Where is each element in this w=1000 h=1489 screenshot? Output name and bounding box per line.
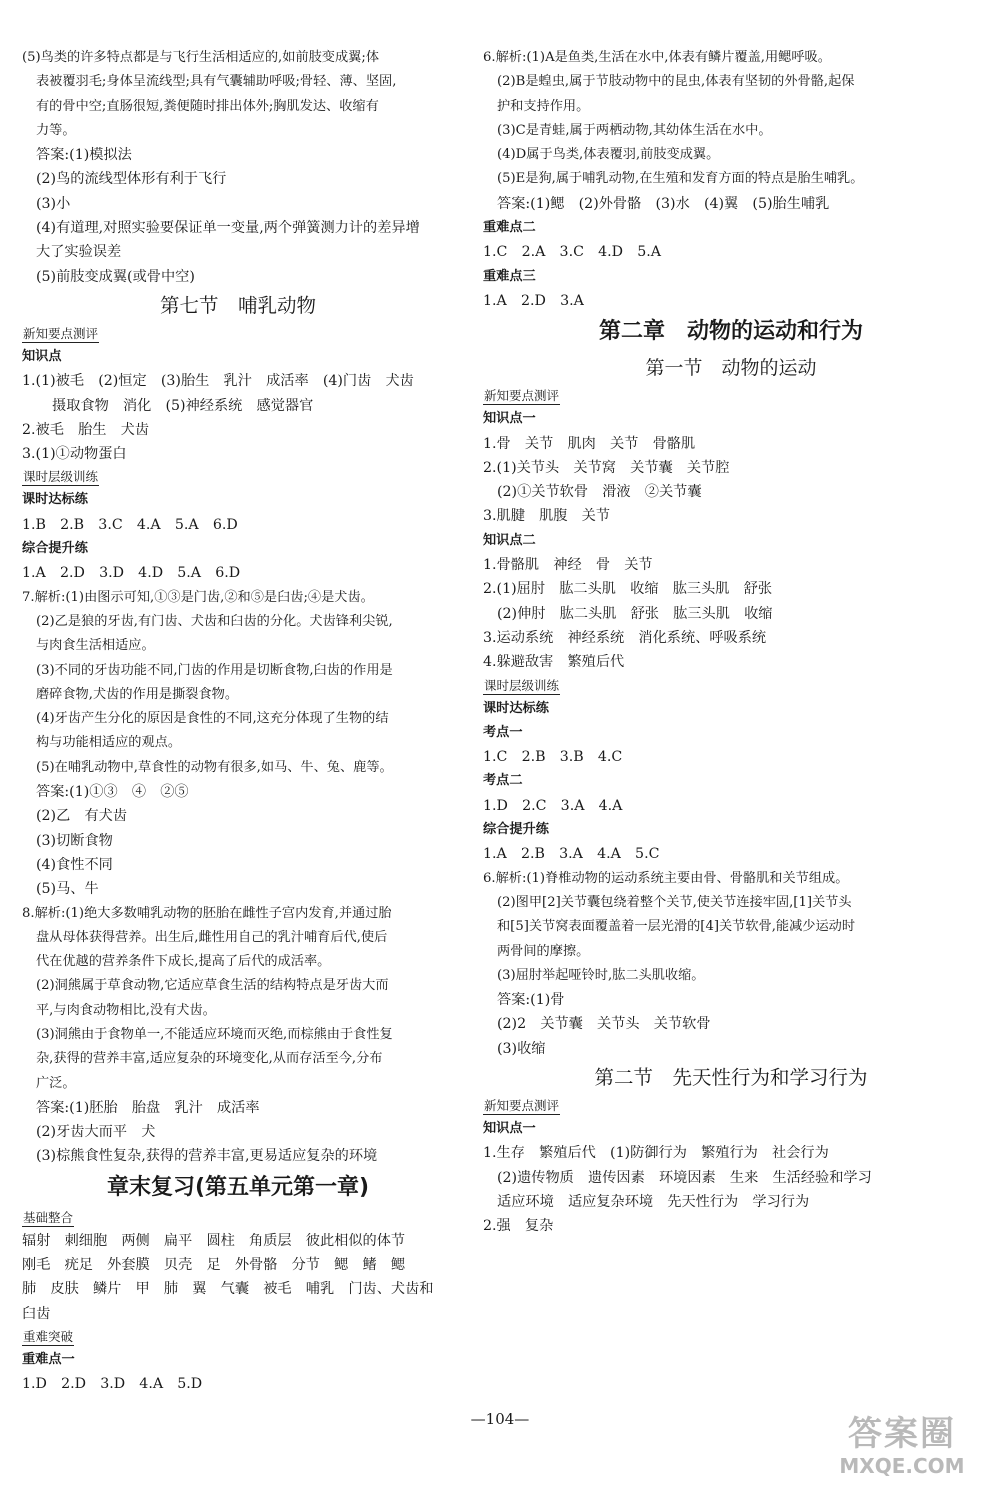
text-line: (5)马、牛 xyxy=(36,881,99,898)
section-heading: 第二章 动物的运动和行为 xyxy=(598,319,863,345)
text-line: (2)图甲[2]关节囊包绕着整个关节,使关节连接牢固,[1]关节头 xyxy=(497,894,852,910)
text-line: 刚毛 疣足 外套膜 贝壳 足 外骨骼 分节 鳃 鳍 鳃 xyxy=(22,1257,406,1274)
page-number: —104— xyxy=(470,1410,530,1428)
text-line: (4)有道理,对照实验要保证单一变量,两个弹簧测力计的差异增 xyxy=(36,220,420,237)
text-line: 构与功能相适应的观点。 xyxy=(36,735,182,751)
section-heading: 第二节 先天性行为和学习行为 xyxy=(594,1065,868,1089)
text-line: (5)在哺乳动物中,草食性的动物有很多,如马、牛、兔、鹿等。 xyxy=(36,759,393,775)
text-line: 答案:(1)胚胎 胎盘 乳汁 成活率 xyxy=(36,1099,260,1116)
text-line: 辐射 刺细胞 两侧 扁平 圆柱 角质层 彼此相似的体节 xyxy=(22,1232,406,1249)
watermark-logo xyxy=(822,1414,982,1480)
watermark-mark: 答案圈 xyxy=(848,1414,956,1454)
text-line: (5)前肢变成翼(或骨中空) xyxy=(36,268,195,285)
subsection-label: 知识点一 xyxy=(483,411,536,427)
text-line: 适应环境 适应复杂环境 先天性行为 学习行为 xyxy=(497,1193,810,1210)
text-line: (2)牙齿大而平 犬 xyxy=(36,1124,156,1141)
section-tag xyxy=(483,1095,979,1117)
subsection-label: 重难点三 xyxy=(483,268,536,284)
section-heading: 第一节 动物的运动 xyxy=(645,357,817,380)
text-line: 臼齿 xyxy=(22,1305,51,1322)
text-line: 和[5]关节窝表面覆盖着一层光滑的[4]关节软骨,能减少运动时 xyxy=(497,919,856,935)
text-line: 有的骨中空;直肠很短,粪便随时排出体外;胸肌发达、收缩有 xyxy=(36,98,379,114)
text-line: (4)牙齿产生分化的原因是食性的不同,这充分体现了生物的结 xyxy=(36,711,389,727)
text-line: (2)①关节软骨 滑液 ②关节囊 xyxy=(497,484,702,501)
text-line: 4.躲避敌害 繁殖后代 xyxy=(483,654,625,671)
text-line: 摄取食物 消化 (5)神经系统 感觉器官 xyxy=(52,397,314,414)
text-line: (4)食性不同 xyxy=(36,856,113,873)
right-column xyxy=(483,46,979,1238)
subsection-label: 课时达标练 xyxy=(22,492,88,508)
text-line: 1.B 2.B 3.C 4.A 5.A 6.D xyxy=(22,516,238,533)
text-line: (2)2 关节囊 关节头 关节软骨 xyxy=(497,1016,711,1033)
text-line: 答案:(1)①③ ④ ②⑤ xyxy=(36,784,189,801)
text-line: (5)E是狗,属于哺乳动物,在生殖和发育方面的特点是胎生哺乳。 xyxy=(497,171,864,187)
text-line: (2)乙 有犬齿 xyxy=(36,808,128,825)
text-line: 杂,获得的营养丰富,适应复杂的环境变化,从而存活至今,分布 xyxy=(36,1051,383,1067)
text-line: (2)伸肘 肱二头肌 舒张 肱三头肌 收缩 xyxy=(497,605,773,622)
text-line: 答案:(1)骨 xyxy=(497,992,565,1009)
subsection-label: 知识点一 xyxy=(483,1120,536,1136)
text-line: 与肉食生活相适应。 xyxy=(36,638,155,654)
left-column xyxy=(22,46,454,1397)
text-line: 1.A 2.B 3.A 4.A 5.C xyxy=(483,846,660,863)
text-line: (3)切断食物 xyxy=(36,832,113,849)
subsection-label: 考点一 xyxy=(483,724,523,740)
section-tag xyxy=(22,1207,454,1229)
text-line: (4)D属于鸟类,体表覆羽,前肢变成翼。 xyxy=(497,147,720,163)
section-tag-text: 新知要点测评 xyxy=(484,388,560,404)
text-line: 3.肌腱 肌腹 关节 xyxy=(483,508,611,525)
text-line: 肺 皮肤 鳞片 甲 肺 翼 气囊 被毛 哺乳 门齿、犬齿和 xyxy=(22,1281,434,1298)
text-line: 1.D 2.D 3.D 4.A 5.D xyxy=(22,1376,203,1393)
text-line: (2)B是蝗虫,属于节肢动物中的昆虫,体表有坚韧的外骨骼,起保 xyxy=(497,74,855,90)
text-line: 磨碎食物,犬齿的作用是撕裂食物。 xyxy=(36,686,239,702)
text-line: 1.骨骼肌 神经 骨 关节 xyxy=(483,557,653,574)
text-line: 6.解析:(1)脊椎动物的运动系统主要由骨、骨骼肌和关节组成。 xyxy=(483,870,849,886)
section-heading: 章末复习(第五单元第一章) xyxy=(106,1174,370,1200)
text-line: 力等。 xyxy=(36,122,76,138)
text-line: (5)鸟类的许多特点都是与飞行生活相适应的,如前肢变成翼;体 xyxy=(22,50,380,65)
section-tag-text: 课时层级训练 xyxy=(484,677,560,693)
text-line: 平,与肉食动物相比,没有犬齿。 xyxy=(36,1002,216,1018)
section-tag-text: 重难突破 xyxy=(23,1328,74,1344)
text-line: 2.(1)屈肘 肱二头肌 收缩 肱三头肌 舒张 xyxy=(483,581,773,598)
text-line: (3)C是青蛙,属于两栖动物,其幼体生活在水中。 xyxy=(497,122,772,138)
section-tag-text: 新知要点测评 xyxy=(484,1097,560,1113)
subsection-label: 重难点一 xyxy=(22,1351,75,1367)
text-line: 6.解析:(1)A是鱼类,生活在水中,体表有鳞片覆盖,用鳃呼吸。 xyxy=(483,50,831,65)
text-line: 大了实验误差 xyxy=(36,244,122,261)
watermark-url: MXQE.COM xyxy=(839,1454,965,1478)
text-line: (3)洞熊由于食物单一,不能适应环境而灭绝,而棕熊由于食性复 xyxy=(36,1026,393,1042)
text-line: 1.A 2.D 3.A xyxy=(483,292,584,309)
text-line: 2.被毛 胎生 犬齿 xyxy=(22,421,150,438)
section-tag xyxy=(22,1326,454,1348)
text-line: 3.(1)①动物蛋白 xyxy=(22,446,127,463)
text-line: (2)遗传物质 遗传因素 环境因素 生来 生活经验和学习 xyxy=(497,1169,872,1186)
text-line: 两骨间的摩擦。 xyxy=(497,943,590,959)
text-line: (3)小 xyxy=(36,195,71,212)
text-line: 1.A 2.D 3.D 4.D 5.A 6.D xyxy=(22,565,241,582)
text-line: 1.(1)被毛 (2)恒定 (3)胎生 乳汁 成活率 (4)门齿 犬齿 xyxy=(22,373,414,390)
text-line: (3)不同的牙齿功能不同,门齿的作用是切断食物,臼齿的作用是 xyxy=(36,662,393,678)
subsection-label: 综合提升练 xyxy=(22,541,88,557)
section-tag xyxy=(483,675,979,697)
section-heading: 第七节 哺乳动物 xyxy=(159,293,316,317)
subsection-label: 知识点 xyxy=(22,348,62,364)
text-line: 护和支持作用。 xyxy=(497,98,590,114)
text-line: (3)棕熊食性复杂,获得的营养丰富,更易适应复杂的环境 xyxy=(36,1148,378,1165)
text-line: 答案:(1)鳃 (2)外骨骼 (3)水 (4)翼 (5)胎生哺乳 xyxy=(497,195,830,212)
section-tag xyxy=(22,323,454,345)
section-tag-text: 基础整合 xyxy=(23,1209,74,1225)
section-tag xyxy=(483,385,979,407)
text-line: (2)乙是狼的牙齿,有门齿、犬齿和臼齿的分化。犬齿锋利尖锐, xyxy=(36,613,393,629)
text-line: 7.解析:(1)由图示可知,①③是门齿,②和⑤是臼齿;④是犬齿。 xyxy=(22,589,374,605)
text-line: 8.解析:(1)绝大多数哺乳动物的胚胎在雌性子宫内发育,并通过胎 xyxy=(22,905,392,921)
text-line: 2.强 复杂 xyxy=(483,1218,554,1235)
text-line: (2)鸟的流线型体形有利于飞行 xyxy=(36,171,227,188)
text-line: 表被覆羽毛;身体呈流线型;具有气囊辅助呼吸;骨轻、薄、坚固, xyxy=(36,74,397,90)
subsection-label: 综合提升练 xyxy=(483,822,549,838)
text-line: (3)收缩 xyxy=(497,1040,546,1057)
subsection-label: 考点二 xyxy=(483,773,523,789)
text-line: 1.C 2.B 3.B 4.C xyxy=(483,749,623,766)
text-line: 1.骨 关节 肌肉 关节 骨骼肌 xyxy=(483,435,696,452)
text-line: 代在优越的营养条件下成长,提高了后代的成活率。 xyxy=(36,954,331,970)
subsection-label: 课时达标练 xyxy=(483,700,549,716)
text-line: 答案:(1)模拟法 xyxy=(36,147,132,164)
text-line: 广泛。 xyxy=(36,1075,76,1091)
section-tag-text: 新知要点测评 xyxy=(23,325,99,341)
text-line: 3.运动系统 神经系统 消化系统、呼吸系统 xyxy=(483,629,767,646)
text-line: 盘从母体获得营养。出生后,雌性用自己的乳汁哺育后代,使后 xyxy=(36,929,388,945)
subsection-label: 知识点二 xyxy=(483,532,536,548)
section-tag xyxy=(22,466,454,488)
text-line: (3)屈肘举起哑铃时,肱二头肌收缩。 xyxy=(497,967,705,983)
text-line: 1.C 2.A 3.C 4.D 5.A xyxy=(483,244,662,261)
section-tag-text: 课时层级训练 xyxy=(23,469,99,485)
subsection-label: 重难点二 xyxy=(483,220,536,236)
text-line: 1.D 2.C 3.A 4.A xyxy=(483,797,623,814)
text-line: 1.生存 繁殖后代 (1)防御行为 繁殖行为 社会行为 xyxy=(483,1145,829,1162)
text-line: (2)洞熊属于草食动物,它适应草食生活的结构特点是牙齿大而 xyxy=(36,978,389,994)
text-line: 2.(1)关节头 关节窝 关节囊 关节腔 xyxy=(483,459,730,476)
